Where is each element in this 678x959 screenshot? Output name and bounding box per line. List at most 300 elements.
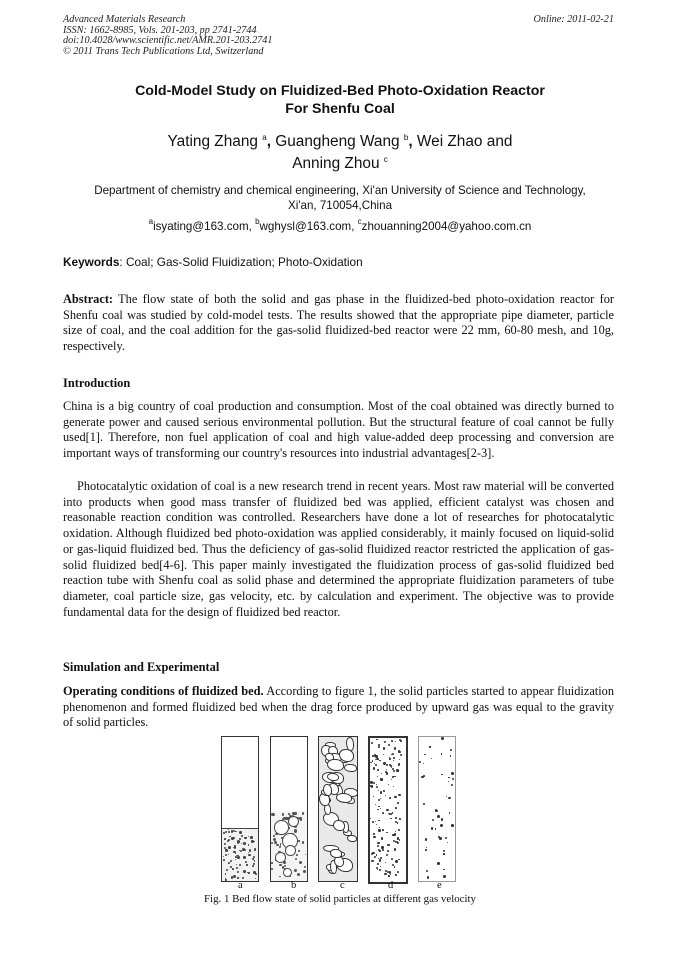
particle <box>376 854 378 856</box>
particle <box>244 837 247 840</box>
particle <box>443 875 446 878</box>
particle <box>292 812 295 815</box>
particle <box>279 864 281 866</box>
bubble <box>285 845 296 856</box>
particle <box>398 763 400 765</box>
particle <box>383 747 385 749</box>
particle <box>380 778 382 780</box>
particle <box>388 851 389 852</box>
figure-label-d: d <box>388 880 394 891</box>
emails <box>60 219 620 234</box>
particle <box>394 776 396 778</box>
particle <box>225 873 227 875</box>
keywords <box>63 255 363 269</box>
particle <box>376 824 377 825</box>
particle <box>388 784 389 785</box>
abstract-text: The flow state of both the solid and gas phase in the fluidized-bed photo-oxidation reactor for Shenfu coal was studied by cold-model tests. The results showed that the appropriate pipe diameter, particle size of coal, and the coal addition for the gas-solid fluidized-bed reactor were 22 mm, 60-80 mesh, and 10g, respectively. <box>63 292 614 354</box>
particle <box>304 866 306 868</box>
particle <box>425 849 426 850</box>
particle <box>230 860 232 862</box>
particle <box>242 877 244 879</box>
particle <box>390 818 392 820</box>
particle <box>243 842 245 844</box>
simulation-heading: Simulation and Experimental <box>63 660 220 674</box>
particle <box>254 848 257 851</box>
author-name: Yating Zhang <box>167 133 258 150</box>
figure-label-b: b <box>291 880 297 891</box>
particle <box>398 829 400 831</box>
particle <box>447 842 448 843</box>
tube-a <box>221 736 259 882</box>
particle <box>448 781 449 782</box>
email-sup: c <box>357 217 362 226</box>
particle <box>371 742 373 744</box>
author-name: Wei Zhao <box>416 133 483 150</box>
particle <box>393 760 394 761</box>
affiliation-line-2: Xi'an, 710054,China <box>287 199 393 212</box>
particle <box>391 858 393 860</box>
particle <box>377 863 380 866</box>
particle <box>273 835 275 837</box>
particle <box>449 812 450 813</box>
bubble <box>274 820 288 834</box>
particle <box>232 869 233 870</box>
particle <box>223 832 225 834</box>
particle <box>419 761 421 763</box>
particle <box>381 837 384 840</box>
particle <box>426 870 428 872</box>
particle <box>440 824 443 827</box>
particle <box>382 829 384 831</box>
particle <box>451 772 454 775</box>
particle <box>377 769 379 771</box>
particle <box>271 813 275 817</box>
particle <box>234 845 236 847</box>
particle <box>305 854 306 855</box>
particle <box>239 831 242 834</box>
particle <box>302 841 305 844</box>
bubble <box>347 835 357 843</box>
particle <box>394 848 396 850</box>
particle <box>279 876 281 878</box>
particle <box>441 774 443 776</box>
particle <box>377 809 378 810</box>
particle <box>378 746 381 749</box>
particle <box>399 818 401 820</box>
particle <box>450 755 451 756</box>
particle <box>288 813 290 815</box>
particle <box>388 813 389 814</box>
particle <box>237 871 239 873</box>
simulation-paragraph <box>63 684 614 731</box>
particle <box>303 870 306 873</box>
particle <box>252 865 254 867</box>
keywords-text: : Coal; Gas-Solid Fluidization; Photo-Oxidation <box>119 255 363 269</box>
particle <box>241 835 243 837</box>
particle <box>380 791 382 793</box>
particle <box>380 857 382 859</box>
particle <box>373 782 375 784</box>
particle <box>249 849 252 852</box>
particle <box>451 784 453 786</box>
particle <box>423 803 425 805</box>
abstract <box>63 292 614 355</box>
particle <box>395 860 397 862</box>
figure-caption: Fig. 1 Bed flow state of solid particles at different gas velocity <box>204 893 476 905</box>
particle <box>425 838 428 841</box>
particle <box>443 869 445 871</box>
simulation-text: According to figure 1, the solid particles started to appear fluidization phenomenon and formed fluidized bed when the drag force produced by upward gas was equal to the gravity of solid particles. <box>63 684 615 730</box>
particle <box>294 869 297 872</box>
particle <box>282 813 285 816</box>
particle <box>381 773 382 774</box>
particle <box>386 809 388 811</box>
particle <box>424 754 425 755</box>
particle <box>388 875 389 876</box>
particle <box>225 849 228 852</box>
particle <box>239 864 241 866</box>
particle <box>387 871 389 873</box>
particle <box>395 874 396 875</box>
particle <box>372 821 374 823</box>
particle <box>443 850 445 852</box>
particle <box>394 866 395 867</box>
particle <box>389 871 391 873</box>
particle <box>395 807 397 809</box>
particle <box>427 876 429 878</box>
particle <box>377 776 378 777</box>
particle <box>276 844 278 846</box>
bubble <box>323 784 332 796</box>
particle <box>382 812 384 814</box>
particle <box>375 821 377 823</box>
particle <box>371 860 373 862</box>
email-sup: a <box>148 217 154 226</box>
particle <box>398 794 400 796</box>
particle <box>383 754 384 755</box>
particle <box>294 829 297 832</box>
particle <box>223 856 224 857</box>
particle <box>289 827 291 829</box>
particle <box>379 760 381 762</box>
particle <box>426 847 427 848</box>
particle <box>399 839 401 841</box>
particle <box>370 785 372 787</box>
subsection-label: Operating conditions of fluidized bed. <box>63 684 264 698</box>
bubble <box>333 820 345 831</box>
particle <box>378 799 380 801</box>
particle <box>379 859 381 861</box>
particle <box>228 839 230 841</box>
particle <box>377 845 379 847</box>
particle <box>233 875 235 877</box>
particle <box>375 755 378 758</box>
particle <box>397 838 399 840</box>
particle <box>302 812 305 815</box>
particle <box>297 873 300 876</box>
particle <box>395 796 397 798</box>
figure-label-a: a <box>238 880 243 891</box>
particle <box>394 747 396 749</box>
particle <box>441 818 444 821</box>
figure-label-e: e <box>437 880 442 891</box>
particle <box>395 817 397 819</box>
particle <box>243 870 246 873</box>
particle <box>373 796 375 798</box>
particle <box>395 831 396 832</box>
affiliation <box>60 183 620 213</box>
particle <box>384 741 387 744</box>
particle <box>372 760 373 761</box>
particle <box>395 841 396 842</box>
particle <box>248 872 250 874</box>
particle <box>380 866 381 867</box>
particle <box>431 758 432 759</box>
particle <box>393 786 394 787</box>
title-line-2: For Shenfu Coal <box>285 100 395 117</box>
tube-c <box>318 736 358 882</box>
particle <box>298 850 300 852</box>
particle <box>435 828 437 830</box>
particle <box>392 834 394 836</box>
particle <box>242 848 245 851</box>
particle <box>237 856 239 858</box>
particle <box>436 810 438 812</box>
particle <box>373 833 375 835</box>
email-link[interactable]: isyating@163.com, <box>153 220 252 233</box>
particle <box>299 817 301 819</box>
particle <box>448 797 450 799</box>
author-sup: c <box>383 155 388 164</box>
particle <box>374 856 376 858</box>
particle <box>236 867 238 869</box>
figure-1 <box>210 734 470 886</box>
particle <box>248 852 249 853</box>
author-sup: b <box>403 133 409 142</box>
particle <box>228 831 231 834</box>
particle <box>254 860 255 861</box>
particle <box>378 829 380 831</box>
particle <box>398 751 400 753</box>
bubble <box>336 793 352 802</box>
particle <box>248 854 250 856</box>
particle <box>451 824 454 827</box>
introduction-paragraph-2: Photocatalytic oxidation of coal is a new research trend in recent years. Most raw material will be converted into products when good mass transfer of fluidized bed was applied, efficient catalyst was chosen and reasonable reaction condition was controlled. Researchers have done a lot of researches for photocatalytic oxidation. Although fluidized bed photo-oxidation was applied considerably, it mainly focused on liquid-solid or gas-liquid fluidized bed. Thus the deficiency of gas-solid fluidized reactor restricted the application of gas-solid fluidized bed[4-6]. This paper mainly investigated the fluidization process of gas-solid fluidized bed reaction tube with Shenfu coal as solid phase and determined the appropriate fluidization parameters of tube diameter, coal particle size, gas velocity, etc. by calculation and experiment. The objective was to provide fundamental data for the design of fluidized bed reactor. <box>63 479 614 619</box>
particle <box>380 808 381 809</box>
particle <box>228 862 230 864</box>
particle <box>225 854 227 856</box>
bubble <box>327 759 344 771</box>
particle <box>377 869 378 870</box>
introduction-heading: Introduction <box>63 376 131 390</box>
particle <box>271 862 273 864</box>
particle <box>279 846 281 848</box>
particle <box>225 831 227 833</box>
author-list: Yating Zhang $^a$, Guangheng Wang $^b$, Wei Zhao and Anning Zhou $^c$ <box>167 133 513 172</box>
particle <box>386 854 388 856</box>
particle <box>385 862 386 863</box>
particle <box>235 859 236 860</box>
author-sup: a <box>262 133 267 142</box>
particle <box>223 859 225 861</box>
particle <box>443 853 444 854</box>
particle <box>378 790 379 791</box>
particle <box>248 844 249 845</box>
abstract-label: Abstract: <box>63 292 114 306</box>
particle <box>400 740 402 742</box>
particle <box>250 836 253 839</box>
particle <box>235 853 236 854</box>
particle <box>423 775 425 777</box>
particle <box>236 864 237 865</box>
particle <box>226 869 228 871</box>
tube-b <box>270 736 308 882</box>
keywords-label: Keywords <box>63 255 120 269</box>
particle <box>228 854 229 855</box>
bubble <box>330 849 341 859</box>
particle <box>224 843 226 845</box>
particle <box>423 763 424 764</box>
particle <box>370 762 371 763</box>
particle <box>399 759 400 760</box>
particle <box>429 746 430 747</box>
particle <box>437 815 440 818</box>
particle <box>391 740 393 742</box>
particle <box>245 861 247 863</box>
particle <box>254 841 255 842</box>
author-name: Guangheng Wang <box>275 133 400 150</box>
particle <box>233 837 235 839</box>
particle <box>386 832 388 834</box>
particle <box>437 862 440 865</box>
particle <box>255 873 257 875</box>
particle <box>295 858 298 861</box>
bubble <box>275 852 286 863</box>
particle <box>376 739 377 740</box>
figure-label-c: c <box>340 880 345 891</box>
particle <box>243 856 245 858</box>
particle <box>383 790 385 792</box>
particle <box>299 861 303 865</box>
particle <box>445 837 447 839</box>
particle <box>233 830 235 832</box>
particle <box>280 843 282 845</box>
particle <box>382 849 384 851</box>
particle <box>377 842 379 844</box>
particle <box>228 846 231 849</box>
tube-d <box>368 736 408 884</box>
bubble <box>288 816 299 827</box>
tube-e <box>418 736 456 882</box>
particle <box>375 764 377 766</box>
particle <box>441 737 444 740</box>
particle <box>282 818 284 820</box>
title-line-1: Cold-Model Study on Fluidized-Bed Photo-Oxidation Reactor <box>135 83 545 99</box>
particle <box>375 804 376 805</box>
particle <box>393 757 395 759</box>
particle <box>398 771 399 772</box>
email-link[interactable]: zhouanning2004@yahoo.com.cn <box>361 220 532 233</box>
particle <box>387 844 389 846</box>
particle <box>381 846 383 848</box>
affiliation-line-1: Department of chemistry and chemical engineering, Xi'an University of Science and Technology, <box>94 184 586 197</box>
journal-name: Advanced Materials Research <box>63 14 186 25</box>
particle <box>237 842 239 844</box>
particle <box>379 869 381 871</box>
particle <box>230 866 232 868</box>
online-date: Online: 2011-02-21 <box>533 14 614 25</box>
author-and: and <box>486 133 513 150</box>
particle <box>397 842 399 844</box>
author-name: Anning Zhou <box>292 155 380 172</box>
particle <box>450 749 453 752</box>
particle <box>370 818 371 819</box>
particle <box>400 754 402 756</box>
particle <box>386 764 388 766</box>
particle <box>384 873 387 876</box>
bubble <box>327 773 339 781</box>
particle <box>248 836 250 838</box>
particle <box>235 831 236 832</box>
particle <box>398 859 399 860</box>
particle <box>224 838 225 839</box>
introduction-paragraph-1: China is a big country of coal production and consumption. Most of the coal obtained was directly burned to generate power and caused serious environmental pollution. But the structural feature of coal cannot be fully used[1]. Therefore, non fuel application of coal and high value-added deep processing and conversion are important ways of transforming our country's resources into industrial advantages[2-3]. <box>63 399 614 461</box>
issn-line: ISSN: 1662-8985, Vols. 201-203, pp 2741-2744 <box>63 24 257 36</box>
particle <box>271 842 273 844</box>
email-link[interactable]: wghysl@163.com, <box>259 220 355 233</box>
paper-title <box>60 83 620 118</box>
particle <box>255 878 256 879</box>
particle <box>298 840 299 841</box>
particle <box>237 877 238 878</box>
particle <box>373 836 375 838</box>
particle <box>251 840 253 842</box>
particle <box>448 777 449 778</box>
bubble <box>344 764 357 773</box>
particle <box>389 797 391 799</box>
particle <box>229 836 230 837</box>
particle <box>246 864 247 865</box>
particle <box>376 786 378 788</box>
email-sup: b <box>255 217 260 226</box>
particle <box>397 822 399 824</box>
particle <box>393 770 395 772</box>
particle <box>391 779 392 780</box>
particle <box>441 753 442 754</box>
particle <box>388 744 390 746</box>
particle <box>377 759 378 760</box>
particle <box>273 838 276 841</box>
particle <box>452 778 454 780</box>
particle <box>378 820 380 822</box>
particle <box>241 843 242 844</box>
doi-line: doi:10.4028/www.scientific.net/AMR.201-203.2741 <box>63 35 273 47</box>
particle <box>373 767 375 769</box>
particle <box>296 854 298 856</box>
particle <box>284 865 286 867</box>
particle <box>392 753 394 755</box>
copyright-line: © 2011 Trans Tech Publications Ltd, Switzerland <box>63 45 264 57</box>
particle <box>446 796 447 797</box>
particle <box>385 795 386 796</box>
particle <box>397 802 399 804</box>
particle <box>378 806 379 807</box>
particle <box>431 827 434 830</box>
particle <box>390 874 391 875</box>
particle <box>379 827 380 828</box>
particle <box>390 813 392 815</box>
particle <box>397 871 399 873</box>
